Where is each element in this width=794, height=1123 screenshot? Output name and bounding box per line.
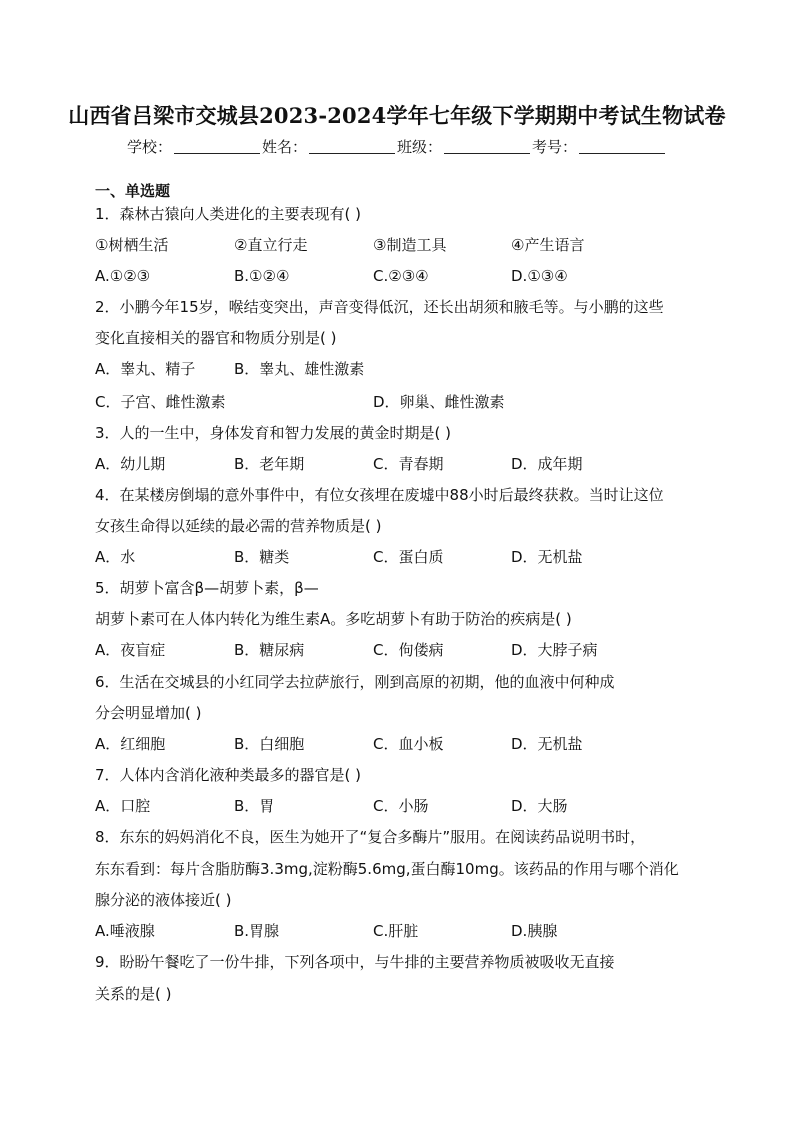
- q4-option-b: B．糖类: [234, 548, 290, 566]
- question-5-line-1: 5．胡萝卜富含β—胡萝卜素，β—: [95, 579, 319, 597]
- question-7-stem: 7．人体内含消化液种类最多的器官是( ): [95, 766, 362, 784]
- question-6-line-1: 6．生活在交城县的小红同学去拉萨旅行，刚到高原的初期，他的血液中何种成: [95, 673, 615, 691]
- q1-item: ①树栖生活: [95, 236, 169, 254]
- q5-option-c: C．佝偻病: [373, 641, 444, 659]
- q8-option-a: A.唾液腺: [95, 922, 155, 940]
- q1-item: ②直立行走: [234, 236, 308, 254]
- q7-option-d: D．大肠: [511, 797, 568, 815]
- q5-option-b: B．糖尿病: [234, 641, 305, 659]
- number-blank[interactable]: [579, 139, 665, 154]
- q7-option-a: A．口腔: [95, 797, 151, 815]
- q3-option-a: A．幼儿期: [95, 455, 166, 473]
- name-blank[interactable]: [309, 139, 395, 154]
- class-label: 班级：: [397, 138, 443, 156]
- q5-option-a: A．夜盲症: [95, 641, 166, 659]
- question-5-line-2: 胡萝卜素可在人体内转化为维生素A。多吃胡萝卜有助于防治的疾病是( ): [95, 610, 572, 628]
- name-label: 姓名：: [261, 138, 307, 156]
- q6-option-c: C．血小板: [373, 735, 444, 753]
- q8-option-c: C.肝脏: [373, 922, 419, 940]
- question-9-line-1: 9．盼盼午餐吃了一份牛排，下列各项中，与牛排的主要营养物质被吸收无直接: [95, 953, 615, 971]
- question-4-line-1: 4．在某楼房倒塌的意外事件中，有位女孩埋在废墟中88小时后最终获救。当时让这位: [95, 486, 664, 504]
- number-label: 考号：: [532, 138, 578, 156]
- question-2-line-2: 变化直接相关的器官和物质分别是( ): [95, 329, 337, 347]
- question-9-line-2: 关系的是( ): [95, 985, 172, 1003]
- q2-option-b: B．睾丸、雄性激素: [234, 360, 365, 378]
- q1-item: ③制造工具: [373, 236, 447, 254]
- q1-item: ④产生语言: [511, 236, 585, 254]
- question-8-line-2: 东东看到：每片含脂肪酶3.3mg,淀粉酶5.6mg,蛋白酶10mg。该药品的作用与哪个消化: [95, 860, 679, 878]
- school-blank[interactable]: [174, 139, 260, 154]
- class-blank[interactable]: [444, 139, 530, 154]
- q1-option-a: A.①②③: [95, 267, 151, 285]
- question-8-line-1: 8．东东的妈妈消化不良，医生为她开了“复合多酶片”服用。在阅读药品说明书时，: [95, 828, 646, 846]
- question-3-stem: 3．人的一生中，身体发育和智力发展的黄金时期是( ): [95, 424, 452, 442]
- student-info-row: [0, 136, 794, 157]
- q8-option-d: D.胰腺: [511, 922, 558, 940]
- q1-option-b: B.①②④: [234, 267, 290, 285]
- q6-option-a: A．红细胞: [95, 735, 166, 753]
- q2-option-a: A．睾丸、精子: [95, 360, 196, 378]
- q6-option-d: D．无机盐: [511, 735, 583, 753]
- q7-option-b: B．胃: [234, 797, 275, 815]
- question-4-line-2: 女孩生命得以延续的最必需的营养物质是( ): [95, 517, 382, 535]
- q7-option-c: C．小肠: [373, 797, 429, 815]
- q4-option-d: D．无机盐: [511, 548, 583, 566]
- q2-option-d: D．卵巢、雌性激素: [373, 393, 505, 411]
- q4-option-a: A．水: [95, 548, 136, 566]
- q8-option-b: B.胃腺: [234, 922, 280, 940]
- q6-option-b: B．白细胞: [234, 735, 305, 753]
- question-1-stem: 1．森林古猿向人类进化的主要表现有( ): [95, 205, 362, 223]
- question-6-line-2: 分会明显增加( ): [95, 704, 202, 722]
- question-2-line-1: 2．小鹏今年15岁，喉结变突出，声音变得低沉，还长出胡须和腋毛等。与小鹏的这些: [95, 298, 664, 316]
- question-8-line-3: 腺分泌的液体接近( ): [95, 891, 232, 909]
- q1-option-d: D.①③④: [511, 267, 568, 285]
- q2-option-c: C．子宫、雌性激素: [95, 393, 226, 411]
- exam-title: 山西省吕梁市交城县2023-2024学年七年级下学期期中考试生物试卷: [68, 103, 726, 128]
- q4-option-c: C．蛋白质: [373, 548, 444, 566]
- q1-option-c: C.②③④: [373, 267, 429, 285]
- q3-option-b: B．老年期: [234, 455, 305, 473]
- q5-option-d: D．大脖子病: [511, 641, 598, 659]
- section-heading: 一、单选题: [95, 182, 171, 200]
- school-label: 学校：: [126, 138, 172, 156]
- q3-option-d: D．成年期: [511, 455, 583, 473]
- q3-option-c: C．青春期: [373, 455, 444, 473]
